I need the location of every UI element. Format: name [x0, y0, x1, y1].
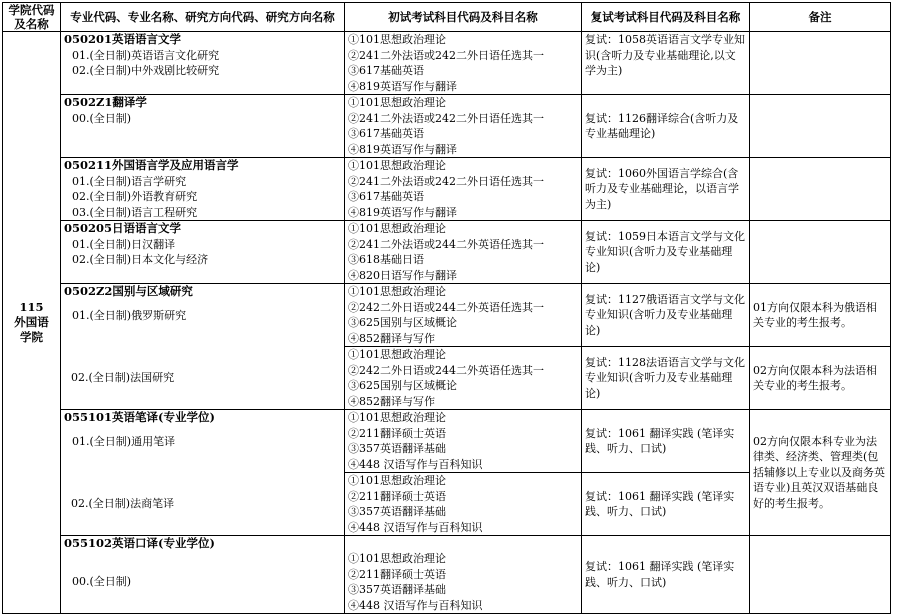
major-cell: 055101英语笔译(专业学位) 01.(全日制)通用笔译 — [61, 410, 345, 473]
subjects-cell: ①101思想政治理论 ②211翻译硕士英语 ③357英语翻译基础 ④448 汉语写作与百科知识 — [345, 473, 582, 536]
header-note: 备注 — [750, 3, 891, 32]
major-cell: 055102英语口译(专业学位) 00.(全日制) — [61, 536, 345, 614]
header-initial-exam: 初试考试科目代码及科目名称 — [345, 3, 582, 32]
subjects-cell: ①101思想政治理论 ②241二外法语或242二外日语任选其一 ③617基础英语 ④819英语写作与翻译 — [345, 32, 582, 95]
retest-cell: 复试：1128法语语言文学与文化专业知识(含听力及专业基础理论) — [582, 347, 750, 410]
college-cell: 115 外国语学院 — [3, 32, 61, 614]
subjects-cell: ①101思想政治理论 ②241二外法语或242二外日语任选其一 ③617基础英语 ④819英语写作与翻译 — [345, 158, 582, 221]
note-cell: 02方向仅限本科专业为法律类、经济类、管理类(包括辅修以上专业以及商务英语专业)且英汉双语基础良好的考生报考。 — [750, 410, 891, 536]
retest-cell: 复试：1061 翻译实践 (笔译实践、听力、口试) — [582, 536, 750, 614]
major-cell: 050205日语语言文学 01.(全日制)日汉翻译 02.(全日制)日本文化与经济 — [61, 221, 345, 284]
header-major: 专业代码、专业名称、研究方向代码、研究方向名称 — [61, 3, 345, 32]
note-cell — [750, 536, 891, 614]
table-row — [3, 221, 891, 284]
table-row — [3, 410, 891, 473]
subjects-cell: ①101思想政治理论 ②242二外日语或244二外英语任选其一 ③625国别与区域概论 ④852翻译与写作 — [345, 347, 582, 410]
table-row — [3, 347, 891, 410]
retest-cell: 复试：1060外国语言学综合(含听力及专业基础理论，以语言学为主) — [582, 158, 750, 221]
retest-cell: 复试：1058英语语言文学专业知识(含听力及专业基础理论,以文学为主) — [582, 32, 750, 95]
note-cell — [750, 221, 891, 284]
subjects-cell: ①101思想政治理论 ②241二外法语或242二外日语任选其一 ③617基础英语 ④819英语写作与翻译 — [345, 95, 582, 158]
note-cell — [750, 32, 891, 95]
retest-cell: 复试：1127俄语语言文学与文化专业知识(含听力及专业基础理论) — [582, 284, 750, 347]
table-row — [3, 284, 891, 347]
major-cell: 02.(全日制)法国研究 — [61, 347, 345, 410]
admissions-table — [2, 2, 891, 614]
table-row — [3, 536, 891, 614]
table-row — [3, 158, 891, 221]
major-cell: 0502Z2国别与区域研究 01.(全日制)俄罗斯研究 — [61, 284, 345, 347]
subjects-cell: ①101思想政治理论 ②241二外法语或244二外英语任选其一 ③618基础日语 ④820日语写作与翻译 — [345, 221, 582, 284]
retest-cell: 复试：1061 翻译实践 (笔译实践、听力、口试) — [582, 410, 750, 473]
subjects-cell: ①101思想政治理论 ②211翻译硕士英语 ③357英语翻译基础 ④448 汉语写作与百科知识 — [345, 536, 582, 614]
major-cell: 050201英语语言文学 01.(全日制)英语语言文化研究 02.(全日制)中外戏剧比较研究 — [61, 32, 345, 95]
retest-cell: 复试：1126翻译综合(含听力及专业基础理论) — [582, 95, 750, 158]
note-cell — [750, 95, 891, 158]
subjects-cell: ①101思想政治理论 ②211翻译硕士英语 ③357英语翻译基础 ④448 汉语写作与百科知识 — [345, 410, 582, 473]
table-row — [3, 95, 891, 158]
major-cell: 0502Z1翻译学 00.(全日制) — [61, 95, 345, 158]
header-retest: 复试考试科目代码及科目名称 — [582, 3, 750, 32]
header-college: 学院代码及名称 — [3, 3, 61, 32]
retest-cell: 复试：1061 翻译实践 (笔译实践、听力、口试) — [582, 473, 750, 536]
retest-cell: 复试：1059日本语言文学与文化专业知识(含听力及专业基础理论) — [582, 221, 750, 284]
table-row — [3, 32, 891, 95]
major-cell: 050211外国语言学及应用语言学 01.(全日制)语言学研究 02.(全日制)外语教育研究 03.(全日制)语言工程研究 — [61, 158, 345, 221]
subjects-cell: ①101思想政治理论 ②242二外日语或244二外英语任选其一 ③625国别与区域概论 ④852翻译与写作 — [345, 284, 582, 347]
note-cell: 02方向仅限本科为法语相关专业的考生报考。 — [750, 347, 891, 410]
note-cell — [750, 158, 891, 221]
header-row — [3, 3, 891, 32]
major-cell: 02.(全日制)法商笔译 — [61, 473, 345, 536]
note-cell: 01方向仅限本科为俄语相关专业的考生报考。 — [750, 284, 891, 347]
